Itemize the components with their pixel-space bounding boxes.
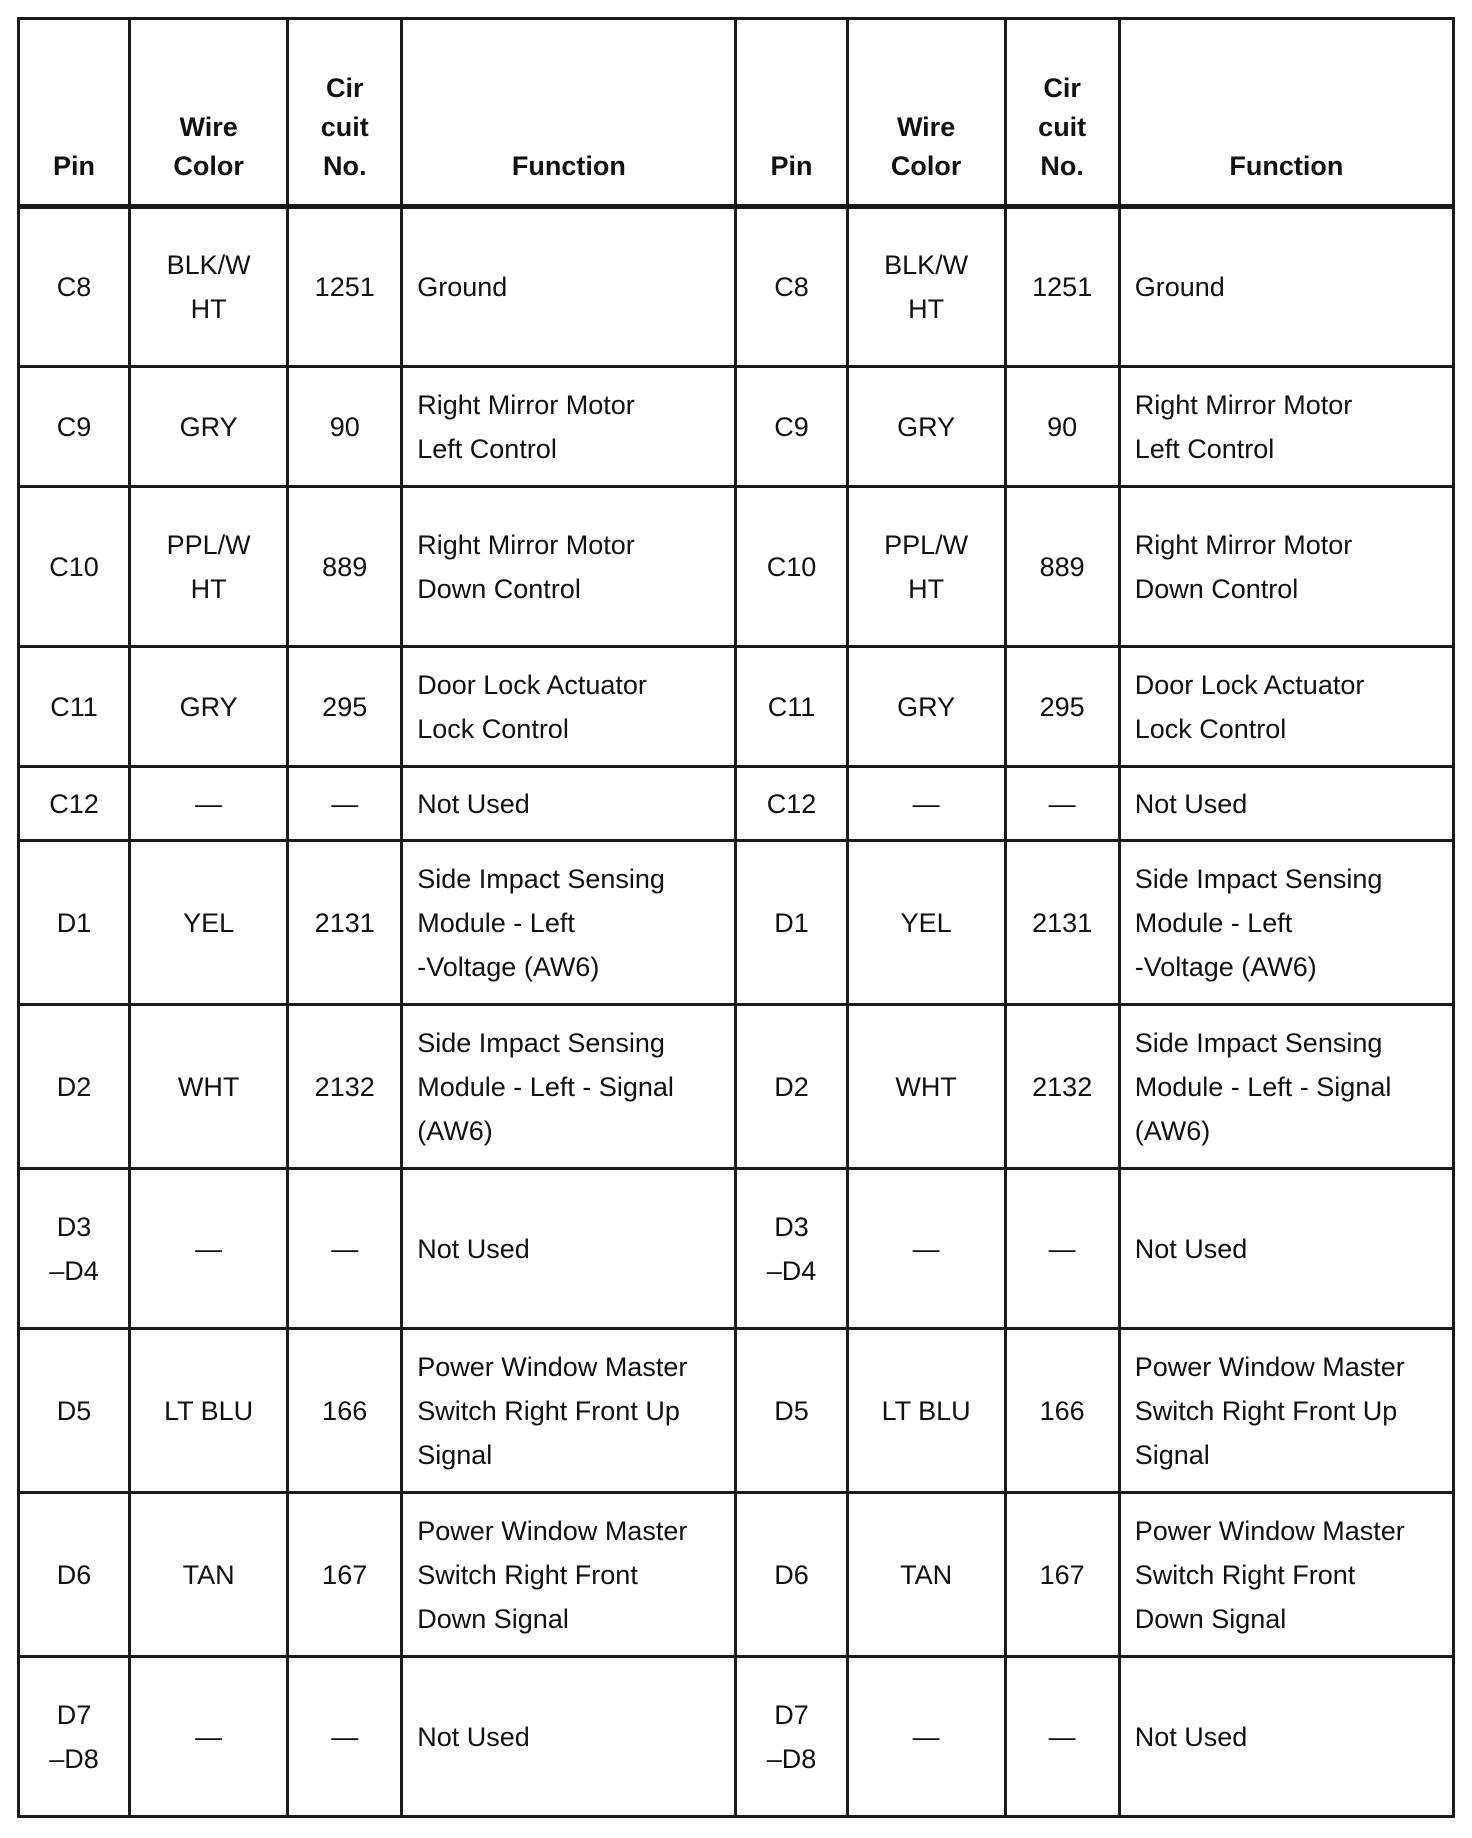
pin-cell-text: C10: [49, 551, 99, 582]
function-cell-text: Right Mirror Motor: [417, 389, 635, 420]
function-cell-text: Down Signal: [1134, 1603, 1287, 1634]
pin-cell: [19, 767, 130, 841]
wire-color-cell: [130, 1169, 288, 1329]
circuit-cell: 2131: [288, 841, 402, 1005]
wire-color-cell: [130, 647, 288, 767]
pin-cell-text: D2: [774, 1071, 809, 1102]
wire-color-cell-text: YEL: [900, 907, 952, 938]
wire-color-cell: [847, 647, 1005, 767]
header-wire-color: Wire Color: [130, 19, 288, 207]
table-body: [19, 207, 1454, 1817]
function-cell-text: Side Impact Sensing: [417, 1027, 665, 1058]
pin-cell-text: –D4: [766, 1255, 817, 1286]
function-cell-text: Module - Left: [417, 907, 575, 938]
function-cell-text: Signal: [417, 1439, 493, 1470]
function-cell-text: Signal: [1134, 1439, 1210, 1470]
function-cell-text: Lock Control: [1134, 713, 1287, 744]
circuit-cell: 1251: [1005, 207, 1119, 367]
wire-color-cell: [847, 487, 1005, 647]
table-row: [19, 1329, 1454, 1493]
pin-cell-text: C8: [774, 272, 809, 302]
wire-color-cell: [130, 767, 288, 841]
circuit-cell: 90: [1005, 367, 1119, 487]
function-cell: [1119, 1329, 1453, 1493]
wire-color-cell-text: —: [195, 788, 223, 819]
wire-color-cell-text: WHT: [177, 1071, 240, 1102]
wire-color-cell-text: —: [195, 1721, 223, 1752]
function-cell-text: Power Window Master: [417, 1515, 688, 1546]
circuit-cell: —: [1005, 1657, 1119, 1817]
wire-color-cell-text: —: [912, 1233, 940, 1264]
pin-cell: [736, 1657, 847, 1817]
function-cell-text: Power Window Master: [417, 1351, 688, 1382]
function-cell-text: Not Used: [1134, 1721, 1248, 1752]
circuit-cell: —: [288, 1169, 402, 1329]
wire-color-cell-text: HT: [190, 573, 227, 604]
function-cell-text: (AW6): [1134, 1115, 1211, 1146]
circuit-cell: 90: [288, 367, 402, 487]
wire-color-cell: [130, 841, 288, 1005]
function-cell: [402, 841, 736, 1005]
wire-color-cell: [847, 367, 1005, 487]
connector-pinout-table: [17, 17, 1455, 1818]
wire-color-cell-text: BLK/W: [884, 250, 969, 280]
circuit-cell: 166: [288, 1329, 402, 1493]
wire-color-cell: [130, 1005, 288, 1169]
pin-cell-text: C8: [56, 272, 92, 302]
function-cell-text: Side Impact Sensing: [1134, 1027, 1383, 1058]
pin-cell: [736, 841, 847, 1005]
wire-color-cell-text: —: [912, 1721, 940, 1752]
function-cell-text: Module - Left - Signal: [417, 1071, 674, 1102]
pin-cell: [19, 1169, 130, 1329]
pin-cell-text: D2: [56, 1071, 92, 1102]
function-cell-text: Not Used: [417, 1721, 530, 1752]
wire-color-cell-text: TAN: [900, 1559, 953, 1590]
header-function: Function: [402, 19, 736, 207]
table-row: [19, 767, 1454, 841]
function-cell-text: Left Control: [1134, 433, 1275, 464]
function-cell: [402, 1329, 736, 1493]
pin-cell: [19, 1657, 130, 1817]
table-row: [19, 1169, 1454, 1329]
function-cell: [402, 767, 736, 841]
function-cell: [1119, 487, 1453, 647]
pin-cell: [736, 1005, 847, 1169]
function-cell: [402, 487, 736, 647]
pin-cell-text: –D4: [49, 1255, 99, 1286]
wire-color-cell-text: YEL: [183, 907, 235, 938]
function-cell: [402, 647, 736, 767]
pin-cell-text: D5: [774, 1395, 809, 1426]
function-cell-text: Not Used: [417, 788, 530, 819]
function-cell-text: Right Mirror Motor: [1134, 389, 1353, 420]
circuit-cell: 2131: [1005, 841, 1119, 1005]
wire-color-cell-text: LT BLU: [881, 1395, 971, 1426]
function-cell: [1119, 367, 1453, 487]
function-cell: [402, 367, 736, 487]
wire-color-cell: [847, 1329, 1005, 1493]
header-circuit-no: Cir cuit No.: [1005, 19, 1119, 207]
wire-color-cell-text: HT: [190, 294, 227, 324]
wire-color-cell-text: —: [195, 1233, 223, 1264]
header-row: [19, 19, 1454, 207]
pin-cell-text: C10: [766, 551, 817, 582]
circuit-cell: 2132: [288, 1005, 402, 1169]
table-row: [19, 841, 1454, 1005]
wire-color-cell: [847, 1493, 1005, 1657]
wire-color-cell-text: WHT: [895, 1071, 957, 1102]
wire-color-cell-text: TAN: [182, 1559, 235, 1590]
function-cell-text: -Voltage (AW6): [1134, 951, 1317, 982]
function-cell-text: Module - Left - Signal: [1134, 1071, 1392, 1102]
circuit-cell: 295: [288, 647, 402, 767]
function-cell-text: Ground: [417, 272, 508, 302]
wire-color-cell-text: LT BLU: [164, 1395, 254, 1426]
wire-color-cell-text: —: [912, 788, 940, 819]
function-cell-text: Switch Right Front Up: [1134, 1395, 1398, 1426]
pin-cell: [736, 367, 847, 487]
pin-cell-text: –D8: [49, 1743, 99, 1774]
wire-color-cell: [847, 1657, 1005, 1817]
wire-color-cell-text: GRY: [179, 691, 238, 722]
function-cell-text: Power Window Master: [1134, 1515, 1405, 1546]
pin-cell: [19, 1005, 130, 1169]
function-cell-text: Switch Right Front: [417, 1559, 638, 1590]
wire-color-cell: [130, 1329, 288, 1493]
function-cell-text: Down Control: [1134, 573, 1299, 604]
wire-color-cell: [847, 1005, 1005, 1169]
circuit-cell: 167: [1005, 1493, 1119, 1657]
pin-cell-text: C9: [774, 411, 809, 442]
header-function: Function: [1119, 19, 1453, 207]
wire-color-cell: [130, 487, 288, 647]
wire-color-cell: [847, 1169, 1005, 1329]
wire-color-cell: [847, 767, 1005, 841]
function-cell-text: (AW6): [417, 1115, 493, 1146]
pin-cell-text: C12: [766, 788, 817, 819]
pin-cell-text: C11: [50, 691, 98, 722]
wire-color-cell-text: HT: [908, 294, 945, 324]
function-cell-text: -Voltage (AW6): [417, 951, 600, 982]
function-cell: [1119, 207, 1453, 367]
function-cell-text: Not Used: [1134, 1233, 1248, 1264]
circuit-cell: —: [288, 1657, 402, 1817]
function-cell-text: Lock Control: [417, 713, 569, 744]
wire-color-cell: [130, 367, 288, 487]
table-row: [19, 1657, 1454, 1817]
function-cell-text: Side Impact Sensing: [417, 863, 665, 894]
function-cell: [402, 1005, 736, 1169]
function-cell-text: Switch Right Front Up: [417, 1395, 680, 1426]
pin-cell-text: D1: [56, 907, 92, 938]
table-row: [19, 487, 1454, 647]
pin-cell-text: C9: [56, 411, 92, 442]
wire-color-cell: [130, 1493, 288, 1657]
function-cell: [1119, 841, 1453, 1005]
function-cell-text: Door Lock Actuator: [417, 669, 647, 700]
wire-color-cell: [847, 841, 1005, 1005]
pin-cell: [736, 487, 847, 647]
pin-cell-text: C11: [767, 691, 816, 722]
function-cell-text: Ground: [1134, 272, 1225, 302]
wire-color-cell-text: PPL/W: [884, 529, 969, 560]
pin-cell: [19, 1329, 130, 1493]
pin-cell: [19, 841, 130, 1005]
pin-cell: [19, 1493, 130, 1657]
wire-color-cell-text: BLK/W: [166, 250, 251, 280]
pin-cell-text: D6: [56, 1559, 92, 1590]
pin-cell: [736, 767, 847, 841]
function-cell-text: Right Mirror Motor: [417, 529, 635, 560]
pin-cell: [736, 207, 847, 367]
header-pin: Pin: [736, 19, 847, 207]
pin-cell: [19, 207, 130, 367]
function-cell: [402, 207, 736, 367]
pin-cell-text: D3: [774, 1211, 809, 1242]
pin-cell: [736, 647, 847, 767]
wire-color-cell-text: GRY: [897, 691, 956, 722]
table-row: [19, 647, 1454, 767]
function-cell-text: Left Control: [417, 433, 557, 464]
header-circuit-no: Cir cuit No.: [288, 19, 402, 207]
function-cell: [1119, 1005, 1453, 1169]
circuit-cell: 166: [1005, 1329, 1119, 1493]
pin-cell: [19, 647, 130, 767]
wire-color-cell: [130, 1657, 288, 1817]
table-row: [19, 367, 1454, 487]
function-cell-text: Not Used: [417, 1233, 530, 1264]
pin-cell-text: D7: [56, 1699, 92, 1730]
function-cell: [402, 1169, 736, 1329]
circuit-cell: —: [1005, 1169, 1119, 1329]
header-pin: Pin: [19, 19, 130, 207]
function-cell-text: Down Control: [417, 573, 581, 604]
wire-color-cell: [130, 207, 288, 367]
function-cell: [402, 1493, 736, 1657]
wire-color-cell: [847, 207, 1005, 367]
circuit-cell: —: [1005, 767, 1119, 841]
pin-cell-text: –D8: [766, 1743, 817, 1774]
function-cell: [1119, 1493, 1453, 1657]
function-cell-text: Door Lock Actuator: [1134, 669, 1365, 700]
function-cell-text: Switch Right Front: [1134, 1559, 1356, 1590]
function-cell: [1119, 1657, 1453, 1817]
wire-color-cell-text: PPL/W: [166, 529, 251, 560]
function-cell-text: Not Used: [1134, 788, 1248, 819]
function-cell: [402, 1657, 736, 1817]
wire-color-cell-text: GRY: [897, 411, 956, 442]
function-cell: [1119, 767, 1453, 841]
pin-cell: [736, 1169, 847, 1329]
wire-color-cell-text: GRY: [179, 411, 238, 442]
circuit-cell: 889: [288, 487, 402, 647]
pin-cell: [736, 1493, 847, 1657]
table-row: [19, 1493, 1454, 1657]
pin-cell-text: C12: [49, 788, 99, 819]
pin-cell-text: D1: [774, 907, 809, 938]
pin-cell-text: D3: [56, 1211, 92, 1242]
pin-cell-text: D5: [56, 1395, 92, 1426]
function-cell: [1119, 647, 1453, 767]
pin-cell-text: D6: [774, 1559, 809, 1590]
pin-cell: [19, 367, 130, 487]
pin-cell: [736, 1329, 847, 1493]
circuit-cell: 1251: [288, 207, 402, 367]
function-cell-text: Side Impact Sensing: [1134, 863, 1383, 894]
circuit-cell: 295: [1005, 647, 1119, 767]
function-cell-text: Down Signal: [417, 1603, 569, 1634]
function-cell-text: Right Mirror Motor: [1134, 529, 1353, 560]
table-row: [19, 207, 1454, 367]
circuit-cell: 167: [288, 1493, 402, 1657]
function-cell-text: Module - Left: [1134, 907, 1293, 938]
pin-cell: [19, 487, 130, 647]
function-cell-text: Power Window Master: [1134, 1351, 1405, 1382]
circuit-cell: 2132: [1005, 1005, 1119, 1169]
header-wire-color: Wire Color: [847, 19, 1005, 207]
function-cell: [1119, 1169, 1453, 1329]
table-row: [19, 1005, 1454, 1169]
circuit-cell: 889: [1005, 487, 1119, 647]
pin-cell-text: D7: [774, 1699, 809, 1730]
wire-color-cell-text: HT: [908, 573, 945, 604]
circuit-cell: —: [288, 767, 402, 841]
